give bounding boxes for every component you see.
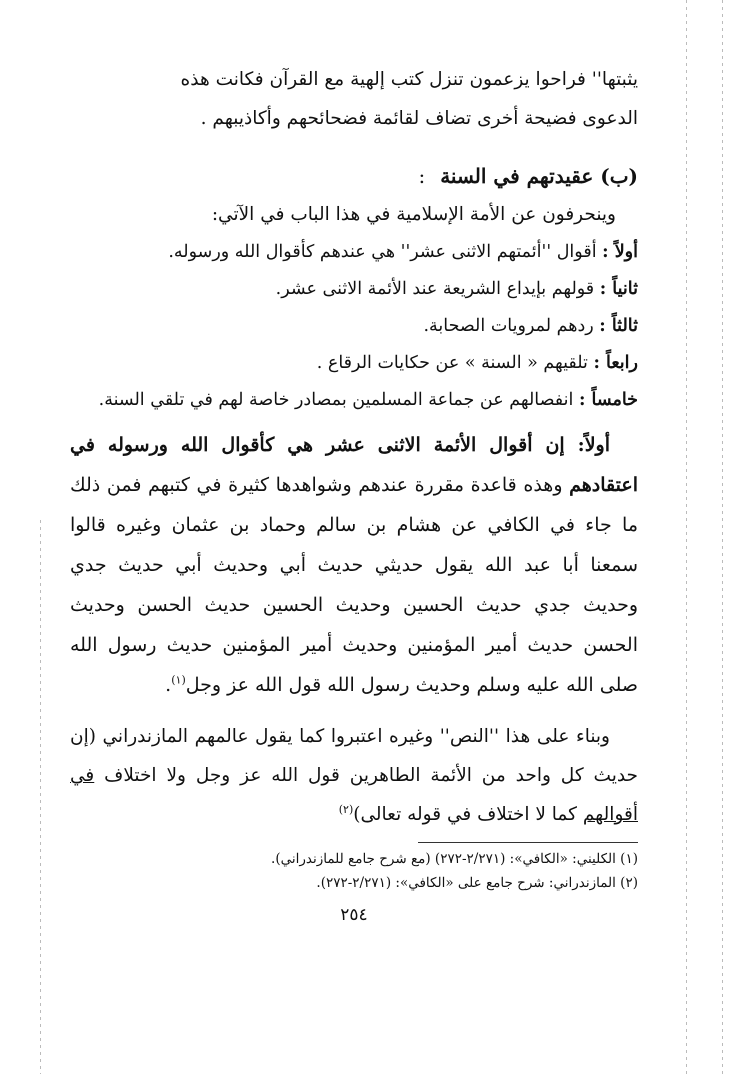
second-para-text-before: وبناء على هذا ''النص'' وغيره اعتبروا كما يقول عالمهم المازندراني (إن حديث كل واحد من الأئمة الطاهرين قول الله عز وجل ولا اختلاف [70, 726, 638, 786]
list-item-text: انفصالهم عن جماعة المسلمين بمصادر خاصة لهم في تلقي السنة. [98, 390, 579, 410]
paragraph-gap [70, 705, 638, 717]
deviation-list [70, 234, 638, 419]
first-point-body: وهذه قاعدة مقررة عندهم وشواهدها كثيرة في كتبهم فمن ذلك ما جاء في الكافي عن هشام بن سالم وحماد بن عثمان وغيره قالوا سمعنا أبا عبد الله يقول حديثي حديث أبي وحديث أبي حديث جدي وحديث جدي حديث الحسين وحديث الحسين حديث الحسن وحديث الحسن حديث أمير المؤمنين وحديث أمير المؤمنين حديث رسول الله صلى الله عليه وسلم وحديث رسول الله قول الله عز وجل [70, 474, 638, 696]
first-point-paragraph [70, 425, 638, 705]
document-page [70, 60, 638, 925]
list-item [70, 345, 638, 382]
footnote: (٢) المازندراني: شرح جامع على «الكافي»: (٢/٢٧١-٢٧٢). [316, 875, 638, 891]
footnote: (١) الكليني: «الكافي»: (٢/٢٧١-٢٧٢) (مع شرح جامع للمازندراني). [271, 851, 638, 867]
list-item-label: ثالثاً : [599, 316, 638, 336]
first-point-heading: أولاً: إن أقوال الأئمة الاثنى عشر هي كأقوال الله ورسوله في اعتقادهم [70, 434, 638, 496]
scan-artifact-line [40, 520, 41, 1074]
intro-line: وينحرفون عن الأمة الإسلامية في هذا الباب في الآتي: [211, 204, 616, 225]
text-line: الدعوى فضيحة أخرى تضاف لقائمة فضحائحهم وأكاذيبهم . [200, 108, 638, 129]
list-item [70, 308, 638, 345]
section-heading-label: (ب) عقيدتهم في السنة [440, 164, 638, 188]
section-heading-colon: : [418, 164, 426, 188]
top-paragraph [70, 60, 638, 138]
footnote-ref: (٢) [338, 802, 354, 816]
footnote-separator [418, 842, 638, 843]
underlined-phrase: في أقوالهم [70, 765, 638, 825]
scan-artifact-line [722, 0, 723, 1074]
list-item-label: أولاً : [602, 242, 638, 262]
second-paragraph [70, 717, 638, 834]
list-item [70, 382, 638, 419]
list-item [70, 271, 638, 308]
second-para-text-after: كما لا اختلاف في قوله تعالى) [353, 804, 583, 825]
list-item-text: أقوال ''أئمتهم الاثنى عشر'' هي عندهم كأقوال الله ورسوله. [168, 242, 603, 262]
sentence-end: . [165, 674, 172, 696]
section-heading [70, 156, 638, 196]
list-item-label: ثانياً : [599, 279, 638, 299]
list-item [70, 234, 638, 271]
list-item-text: تلقيهم « السنة » عن حكايات الرقاع . [316, 353, 594, 373]
page-number: ٢٥٤ [340, 905, 368, 925]
scan-artifact-line [686, 0, 687, 1074]
list-item-text: ردهم لمرويات الصحابة. [423, 316, 600, 336]
list-item-label: رابعاً : [593, 353, 638, 373]
list-item-label: خامساً : [578, 390, 638, 410]
footnotes [70, 847, 638, 895]
footnote-ref: (١) [171, 673, 186, 687]
list-item-text: قولهم بإيداع الشريعة عند الأئمة الاثنى عشر. [275, 279, 600, 299]
text-line: يثبتها'' فراحوا يزعمون تنزل كتب إلهية مع القرآن فكانت هذه [180, 69, 638, 90]
